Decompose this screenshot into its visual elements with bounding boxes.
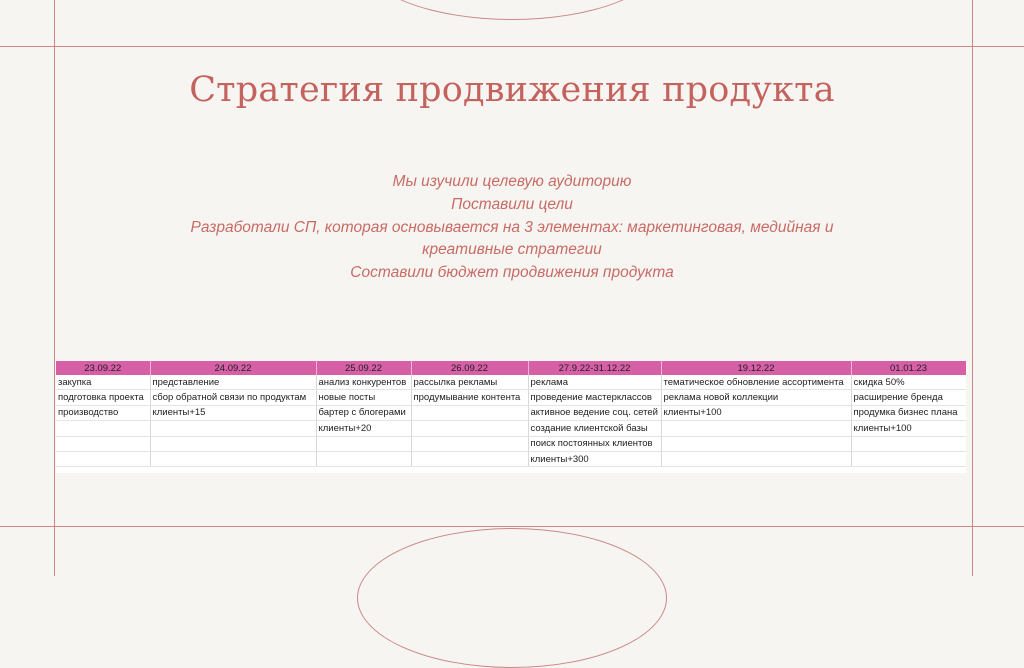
table-cell: активное ведение соц. сетей <box>528 405 661 420</box>
table-cell <box>316 451 411 466</box>
top-arc-decoration <box>362 0 662 20</box>
body-line: Составили бюджет продвижения продукта <box>350 264 674 282</box>
table-cell: реклама новой коллекции <box>661 390 851 405</box>
table-cell <box>661 421 851 436</box>
table-row <box>56 405 966 420</box>
table-cell <box>150 451 316 466</box>
table-cell <box>411 421 528 436</box>
slide-title: Стратегия продвижения продукта <box>189 70 835 110</box>
bottom-rule <box>0 526 1024 527</box>
body-line: Мы изучили целевую аудиторию <box>392 173 632 190</box>
column-header: 19.12.22 <box>661 361 851 375</box>
table-cell: реклама <box>528 375 661 390</box>
table-cell: подготовка проекта <box>56 390 150 405</box>
schedule-table <box>56 361 966 467</box>
table-cell: клиенты+20 <box>316 421 411 436</box>
table-cell <box>411 405 528 420</box>
table-cell: представление <box>150 375 316 390</box>
table-cell: закупка <box>56 375 150 390</box>
table-cell <box>851 436 966 451</box>
column-header: 24.09.22 <box>150 361 316 375</box>
table-cell: бартер с блогерами <box>316 405 411 420</box>
table-cell <box>411 436 528 451</box>
table-cell: тематическое обновление ассортимента <box>661 375 851 390</box>
table-row <box>56 390 966 405</box>
table-cell: производство <box>56 405 150 420</box>
top-rule <box>0 46 1024 47</box>
table-row <box>56 375 966 390</box>
table-row <box>56 451 966 466</box>
table-cell <box>56 436 150 451</box>
table-cell: новые посты <box>316 390 411 405</box>
schedule-table-container <box>56 361 966 473</box>
column-header: 23.09.22 <box>56 361 150 375</box>
table-cell: сбор обратной связи по продуктам <box>150 390 316 405</box>
table-cell <box>661 436 851 451</box>
table-cell <box>56 451 150 466</box>
body-line: Поставили цели <box>451 195 573 213</box>
column-header: 25.09.22 <box>316 361 411 375</box>
table-cell: клиенты+15 <box>150 405 316 420</box>
body-line: Разработали СП, которая основывается на 3 элементах: маркетинговая, медийная и <box>190 218 834 236</box>
table-cell <box>411 451 528 466</box>
table-cell: расширение бренда <box>851 390 966 405</box>
table-cell <box>56 421 150 436</box>
table-cell: продумка бизнес плана <box>851 405 966 420</box>
table-cell: создание клиентской базы <box>528 421 661 436</box>
table-cell <box>851 451 966 466</box>
slide-body <box>120 171 904 285</box>
table-cell: клиенты+100 <box>661 405 851 420</box>
table-cell: продумывание контента <box>411 390 528 405</box>
bottom-arc-decoration <box>357 528 667 668</box>
table-cell: клиенты+300 <box>528 451 661 466</box>
header-row <box>56 361 966 375</box>
table-cell: поиск постоянных клиентов <box>528 436 661 451</box>
table-cell <box>150 421 316 436</box>
table-row <box>56 421 966 436</box>
table-cell: скидка 50% <box>851 375 966 390</box>
column-header: 01.01.23 <box>851 361 966 375</box>
table-cell: проведение мастерклассов <box>528 390 661 405</box>
table-row <box>56 436 966 451</box>
body-line: креативные стратегии <box>422 241 602 259</box>
column-header: 26.09.22 <box>411 361 528 375</box>
table-cell <box>150 436 316 451</box>
table-cell <box>661 451 851 466</box>
column-header: 27.9.22-31.12.22 <box>528 361 661 375</box>
table-cell: анализ конкурентов <box>316 375 411 390</box>
table-cell: клиенты+100 <box>851 421 966 436</box>
table-cell <box>316 436 411 451</box>
table-cell: рассылка рекламы <box>411 375 528 390</box>
